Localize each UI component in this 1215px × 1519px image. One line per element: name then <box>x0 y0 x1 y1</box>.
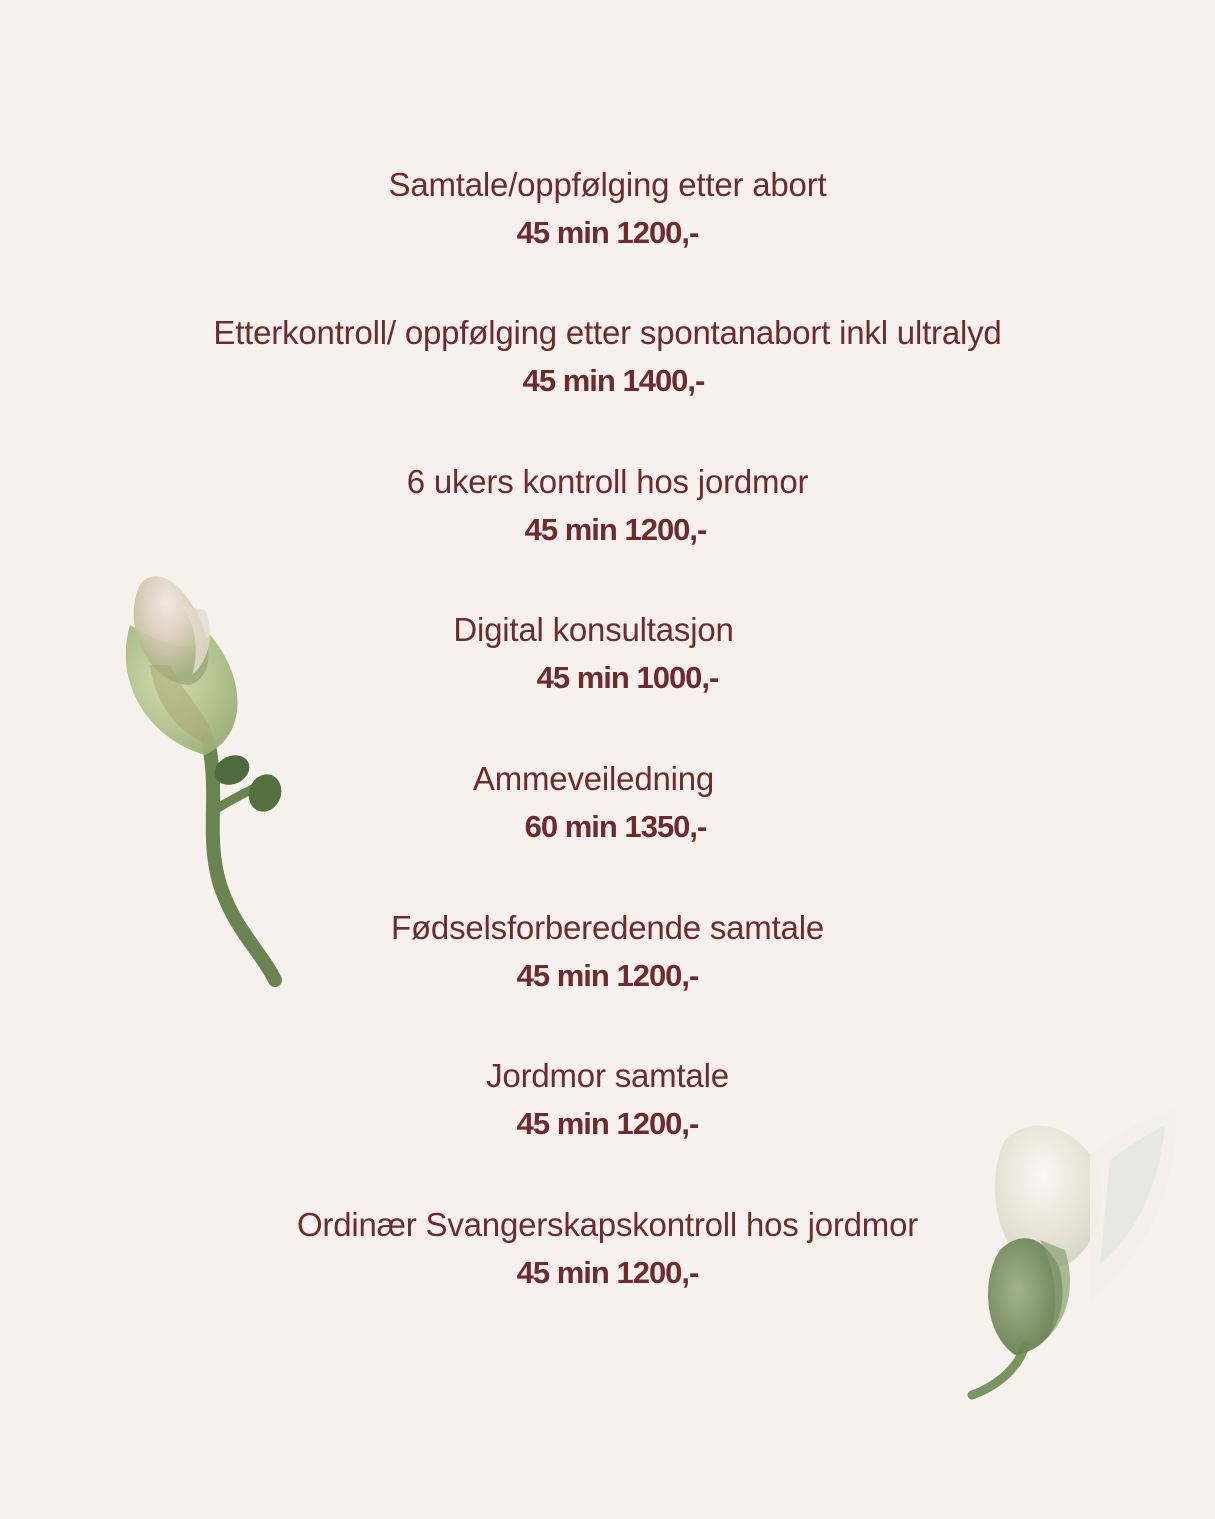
service-price: 45 min 1200,- <box>516 958 699 993</box>
service-name: 6 ukers kontroll hos jordmor <box>406 463 809 500</box>
service-price: 45 min 1200,- <box>516 1255 699 1290</box>
service-name: Ammeveiledning <box>472 760 715 797</box>
watercolor-flower-bud-icon <box>960 1100 1190 1410</box>
service-name: Ordinær Svangerskapskontroll hos jordmor <box>296 1206 919 1243</box>
service-name: Digital konsultasjon <box>453 611 734 648</box>
service-price: 45 min 1200,- <box>516 215 699 250</box>
service-price: 60 min 1350,- <box>524 809 707 844</box>
watercolor-flower-bud-icon <box>110 565 300 995</box>
service-price: 45 min 1400,- <box>522 363 705 398</box>
service-name: Jordmor samtale <box>486 1057 729 1094</box>
service-name: Etterkontroll/ oppfølging etter spontanabort inkl ultralyd <box>213 314 1002 351</box>
service-price: 45 min 1200,- <box>516 1106 699 1141</box>
service-name: Fødselsforberedende samtale <box>391 909 824 946</box>
service-price: 45 min 1000,- <box>536 660 719 695</box>
service-price: 45 min 1200,- <box>524 512 707 547</box>
service-name: Samtale/oppfølging etter abort <box>388 166 827 203</box>
